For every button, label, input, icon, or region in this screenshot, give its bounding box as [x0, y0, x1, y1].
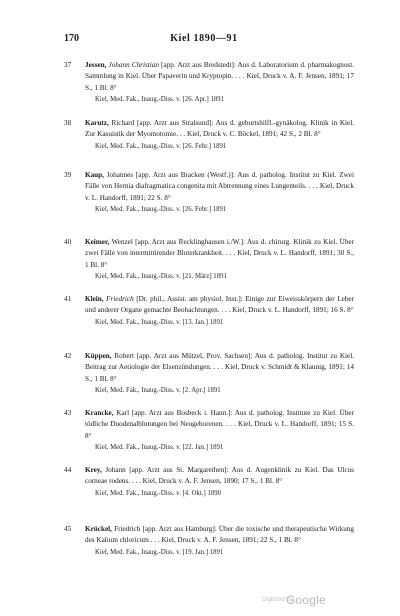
- entry-body: [85, 237, 354, 282]
- google-logo: Google: [286, 593, 326, 607]
- entry-text: Richard [app. Arzt aus Stralsund]: Aus d. geburtshilfl.-gynäkolog. Klinik in Kiel. Zur Kasuistik der Myomotomie. . . Kiel, Druck v. C. Böckel, 1891; 42 S., 2 Bl. 8°: [85, 119, 354, 139]
- entry-note: Kiel, Med. Fak., Inaug.-Diss. v. [22. Jan.] 1891: [95, 443, 224, 451]
- bibliography-entry: [64, 60, 354, 105]
- bibliography-entry: [64, 118, 354, 152]
- entry-note: Kiel, Med. Fak., Inaug.-Diss. v. [13. Jan.] 1891: [95, 318, 224, 326]
- entry-body: [85, 465, 354, 499]
- entry-number: 37: [64, 61, 72, 69]
- bibliography-entry: [64, 408, 354, 453]
- entry-body: [85, 170, 354, 215]
- entry-note: Kiel, Med. Fak., Inaug.-Diss. v. [26. Febr.] 1891: [95, 205, 227, 213]
- bibliography-entry: [64, 170, 354, 215]
- entry-text: Wenzel [app. Arzt aus Recklinghausen i./W.]: Aus d. chirurg. Klinik zu Kiel. Über zwei Fälle von intermittirender Bluterkrankheit. . . . Kiel, Druck v. L. Handorff, 1891; 30 S., 1 Bl. 8°: [85, 238, 354, 269]
- entry-text: Johannes [app. Arzt aus Bracken (Westf.)]: Aus d. patholog. Institut zu Kiel. Zwei Fälle von Hernia diafragmatica congenita mit Abtrennung eines Lungenteils. . . . Kiel, Druck v. L. Handorff, 1891; 22 S. 8°: [85, 171, 354, 202]
- entry-number: 44: [64, 466, 72, 474]
- entry-text: [Dr. phil., Assist. am physiol. Inst.]: Einige zur Eiweisskörpern der Leber und anderer Organe gemachte Beobachtungen. . . . Kiel, Druck v. L. Handorff, 1891; 16 S. 8°: [85, 295, 354, 315]
- running-title: Kiel 1890—91: [170, 33, 238, 44]
- entry-body: [85, 294, 354, 328]
- entry-text: Friedrich [app. Arzt aus Hamburg]: Über die toxische und therapeutische Wirkung des Kalium chloricum . . . Kiel, Druck v. A. F. Jensen, 1891; 22 S., 1 Bl. 8°: [85, 525, 354, 545]
- entry-text: Johann [app. Arzt aus St. Margarethen]: Aus d. Augenklinik zu Kiel. Das Ulcus corneae rodens. . . . Kiel, Druck v. A. F. Jensen, 1890; 17 S., 1 Bl. 8°: [85, 466, 354, 486]
- entry-body: [85, 408, 354, 453]
- entry-note: Kiel, Med. Fak., Inaug.-Diss. v. [21. März] 1891: [95, 272, 227, 280]
- entry-text: Karl [app. Arzt aus Bosbeck i. Hann.]: Aus d. patholog. Institute zu Kiel. Über tödliche Duodenalblutungen bei Neugeborenen. . . . Kiel, Druck v. L. Handorff, 1891; 15 S. 8°: [85, 409, 354, 440]
- running-header: [64, 33, 344, 47]
- entry-surname: Krancke,: [85, 409, 114, 417]
- entry-text: [app. Arzt aus Bredstedt]: Aus d. Laboratorium d. pharmakognost. Sammlung in Kiel. Über Papaverin und Kryptopin. . . . Kiel, Druck v. A. F. Jensen, 1891; 17 S., 1 Bl. 8°: [85, 61, 355, 92]
- entry-body: [85, 524, 354, 558]
- bibliography-entry: [64, 465, 354, 499]
- entry-note: Kiel, Med. Fak., Inaug.-Diss. v. [26. Apr.] 1891: [95, 95, 225, 103]
- entry-number: 38: [64, 119, 72, 127]
- entry-surname: Küppen,: [85, 352, 112, 360]
- entry-note: Kiel, Med. Fak., Inaug.-Diss. v. [19. Jan.] 1891: [95, 548, 224, 556]
- entry-number: 40: [64, 238, 72, 246]
- entry-surname: Krey,: [85, 466, 102, 474]
- bibliography-entry: [64, 524, 354, 558]
- entry-number: 42: [64, 352, 72, 360]
- entry-note: Kiel, Med. Fak., Inaug.-Diss. v. [2. Apr.] 1891: [95, 386, 221, 394]
- entry-given-name: Johann Christian: [108, 61, 159, 69]
- page-number: 170: [64, 33, 79, 44]
- entry-note: Kiel, Med. Fak., Inaug.-Diss. v. [4. Okt.] 1890: [95, 489, 222, 497]
- entry-surname: Keimer,: [85, 238, 110, 246]
- entry-number: 43: [64, 409, 72, 417]
- entry-body: [85, 118, 354, 152]
- entry-number: 41: [64, 295, 72, 303]
- entry-surname: Klein,: [85, 295, 104, 303]
- entry-surname: Karutz,: [85, 119, 109, 127]
- digitized-watermark: [262, 593, 342, 607]
- entry-body: [85, 60, 354, 105]
- bibliography-entry: [64, 294, 354, 328]
- entry-given-name: Friedrich: [106, 295, 134, 303]
- entry-surname: Krückel,: [85, 525, 112, 533]
- entry-number: 39: [64, 171, 72, 179]
- entry-surname: Kaup,: [85, 171, 104, 179]
- watermark-by-text: Digitized by: [262, 597, 294, 603]
- entry-surname: Jessen,: [85, 61, 107, 69]
- entry-note: Kiel, Med. Fak., Inaug.-Diss. v. [26. Febr.] 1891: [95, 142, 227, 150]
- entry-body: [85, 351, 354, 396]
- entry-number: 45: [64, 525, 72, 533]
- bibliography-entry: [64, 351, 354, 396]
- entry-text: Robert [app. Arzt aus Mützel, Prov. Sachsen]: Aus d. patholog. Institut zu Kiel. Beitrag zur Aetiologie der Elsenzündungen. . . . Kiel, Druck v. Schmidt & Klaunig, 1891; 14 S., 1 Bl. 8°: [85, 352, 354, 383]
- bibliography-entry: [64, 237, 354, 282]
